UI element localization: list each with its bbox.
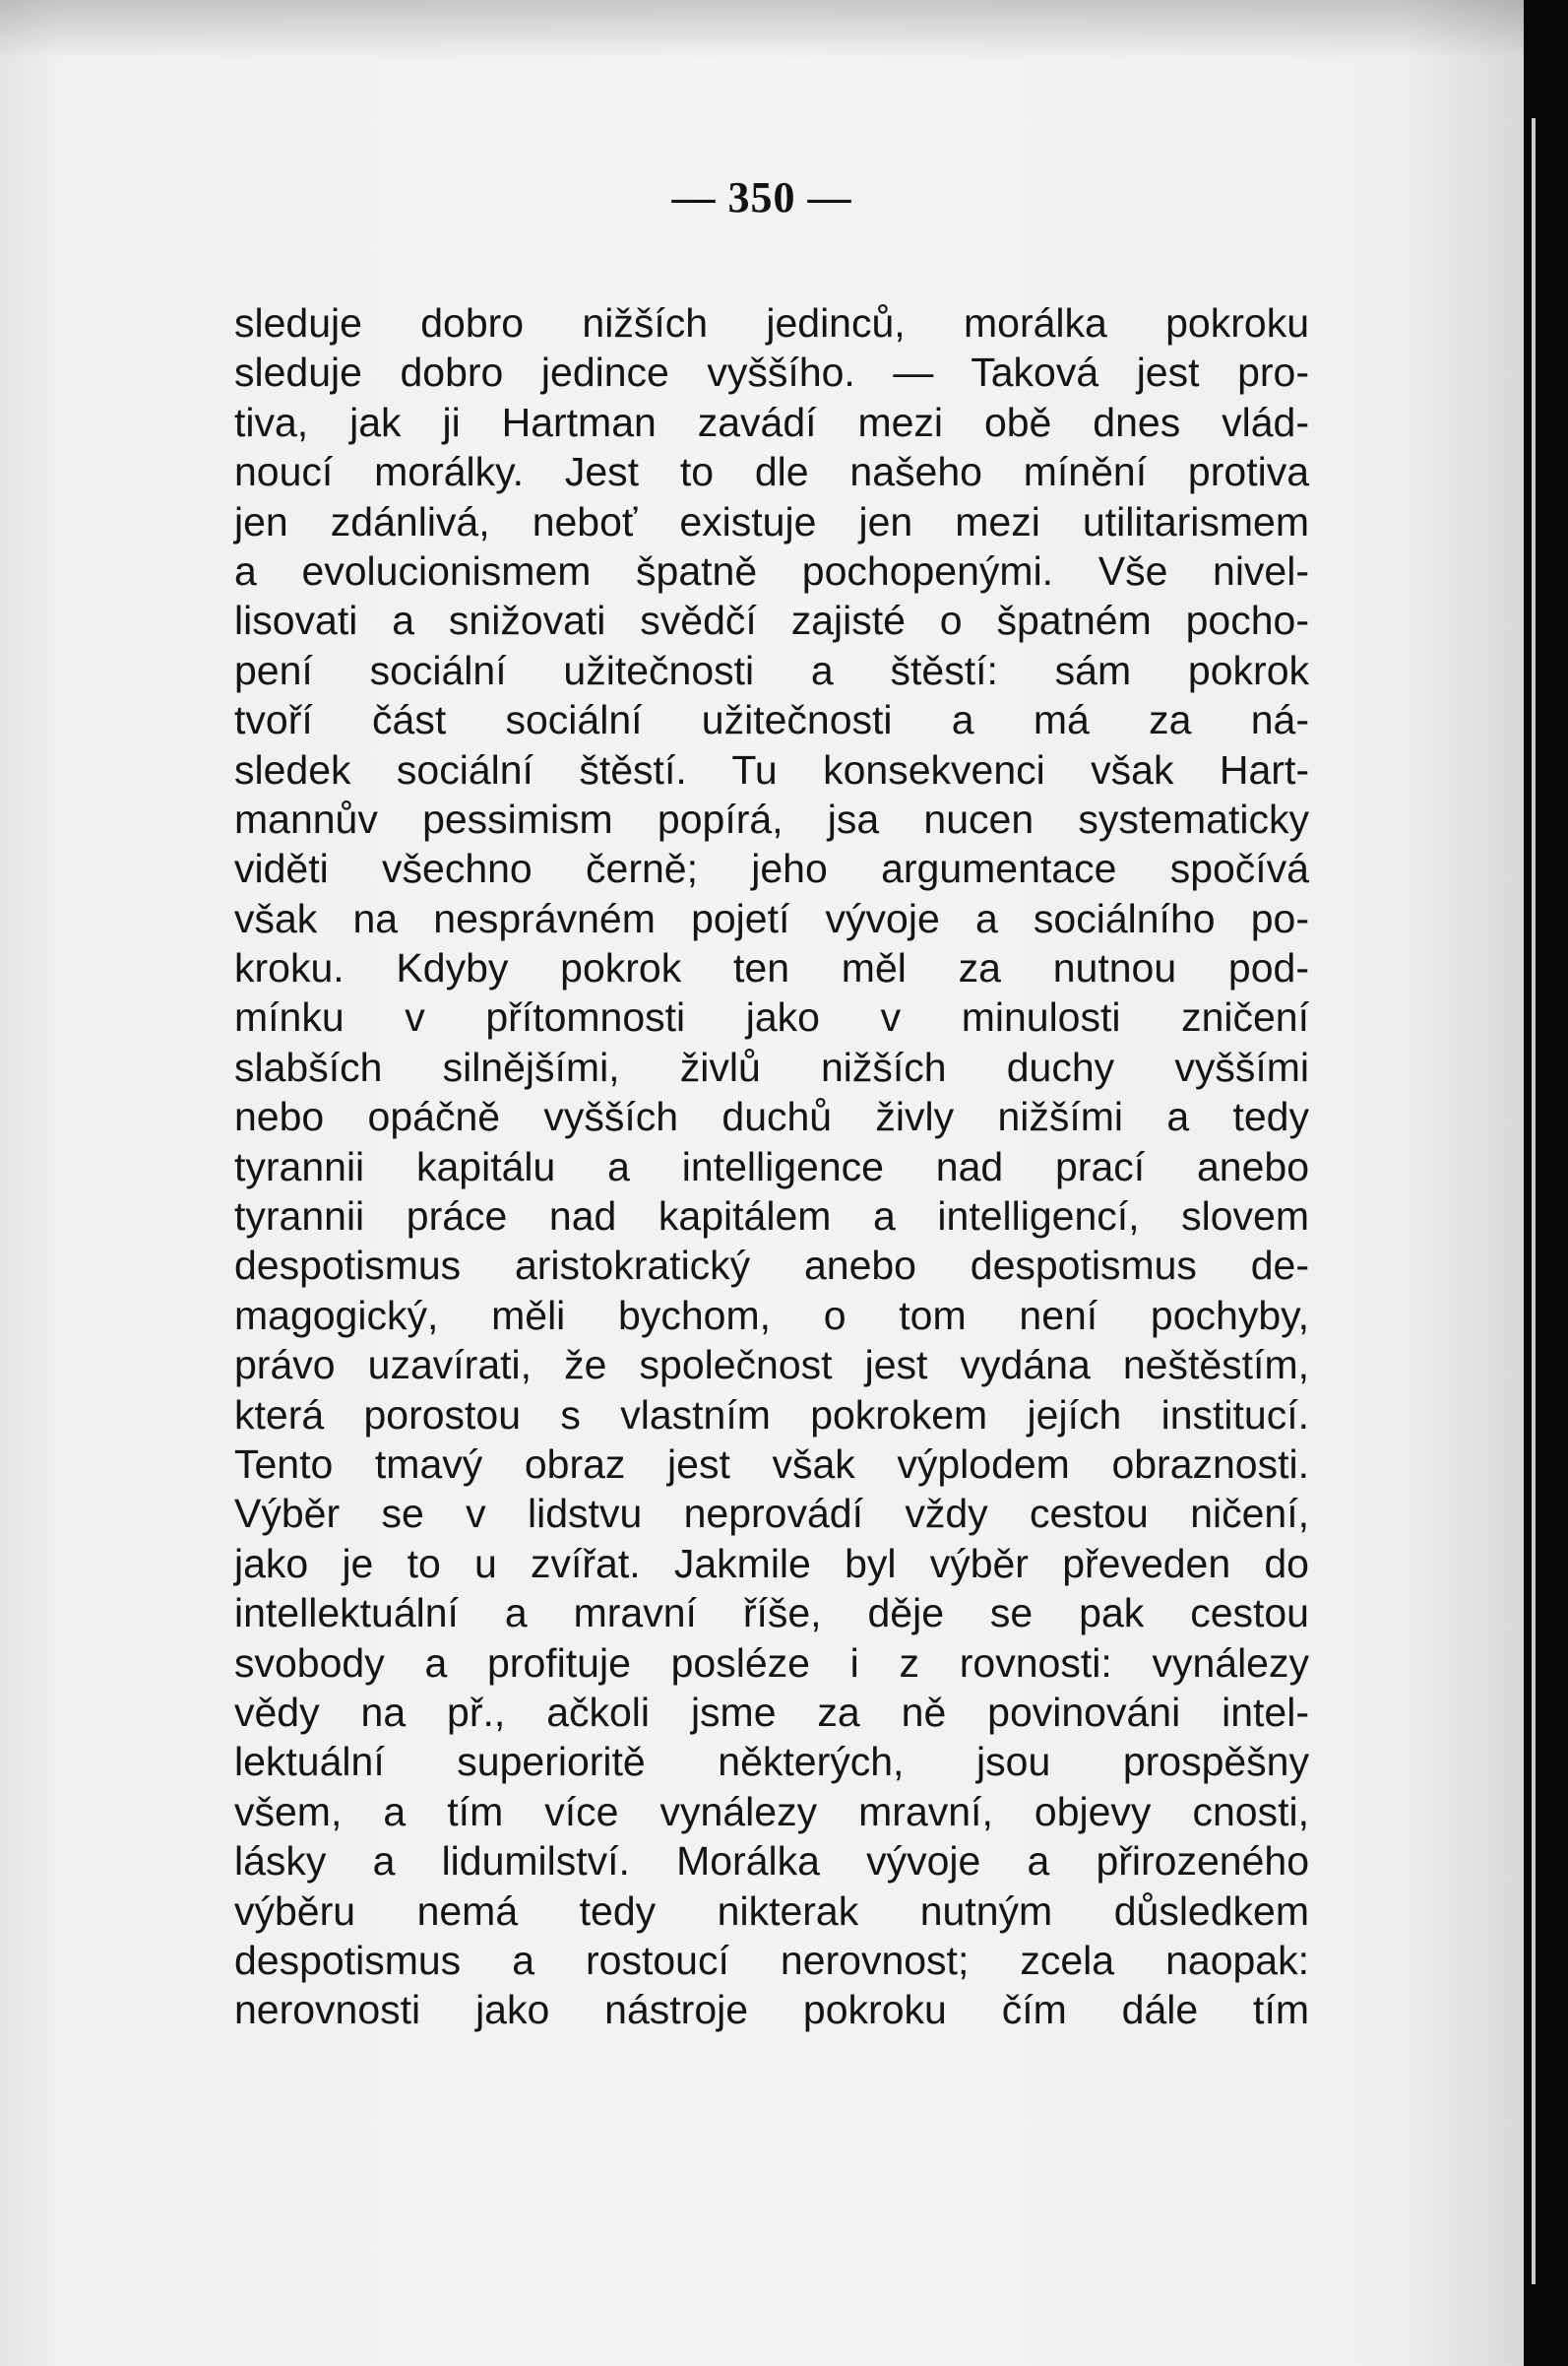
book-binding-edge bbox=[1524, 0, 1568, 2366]
text-line: nebo opáčně vyšších duchů živly nižšími a tedy bbox=[234, 1094, 1309, 1140]
text-line: všem, a tím více vynálezy mravní, objevy cnosti, bbox=[234, 1788, 1309, 1834]
text-line: tyrannii kapitálu a intelligence nad prací anebo bbox=[234, 1143, 1309, 1189]
text-line: sleduje dobro nižších jedinců, morálka pokroku bbox=[234, 300, 1309, 346]
text-line: despotismus aristokratický anebo despotismus de- bbox=[234, 1243, 1309, 1289]
text-line: však na nesprávném pojetí vývoje a sociálního po- bbox=[234, 895, 1309, 941]
text-line: kroku. Kdyby pokrok ten měl za nutnou pod- bbox=[234, 945, 1309, 991]
text-line: magogický, měli bychom, o tom není pochyby, bbox=[234, 1292, 1309, 1338]
text-line: lektuální superioritě některých, jsou prospěšny bbox=[234, 1739, 1309, 1785]
text-line: Tento tmavý obraz jest však výplodem obraznosti. bbox=[234, 1440, 1309, 1487]
text-line: jen zdánlivá, neboť existuje jen mezi utilitarismem bbox=[234, 498, 1309, 544]
text-line: svobody a profituje posléze i z rovnosti: vynálezy bbox=[234, 1639, 1309, 1686]
text-line: tvoří část sociální užitečnosti a má za ná- bbox=[234, 697, 1309, 743]
text-line: tyrannii práce nad kapitálem a intelligencí, slovem bbox=[234, 1193, 1309, 1240]
text-line: intellektuální a mravní říše, děje se pak cestou bbox=[234, 1590, 1309, 1636]
text-line: lisovati a snižovati svědčí zajisté o špatném pocho- bbox=[234, 598, 1309, 644]
text-line: mannův pessimism popírá, jsa nucen systematicky bbox=[234, 796, 1309, 842]
binding-ridge bbox=[1532, 118, 1536, 2284]
text-line: nerovnosti jako nástroje pokroku čím dále tím bbox=[234, 1987, 1309, 2033]
page-shadow bbox=[0, 0, 1524, 59]
text-line: mínku v přítomnosti jako v minulosti zničení bbox=[234, 994, 1309, 1041]
text-line: sledek sociální štěstí. Tu konsekvenci však Hart- bbox=[234, 746, 1309, 793]
text-line: pení sociální užitečnosti a štěstí: sám pokrok bbox=[234, 647, 1309, 693]
body-text bbox=[234, 298, 1309, 2035]
text-line: slabších silnějšími, živlů nižších duchy vyššími bbox=[234, 1044, 1309, 1090]
page-number: — 350 — bbox=[671, 173, 852, 222]
text-line: která porostou s vlastním pokrokem jejích institucí. bbox=[234, 1391, 1309, 1438]
text-line: jako je to u zvířat. Jakmile byl výběr převeden do bbox=[234, 1540, 1309, 1586]
text-line: noucí morálky. Jest to dle našeho mínění protiva bbox=[234, 449, 1309, 495]
text-line: vědy na př., ačkoli jsme za ně povinováni intel- bbox=[234, 1689, 1309, 1735]
text-line: výběru nemá tedy nikterak nutným důsledkem bbox=[234, 1887, 1309, 1934]
text-line: a evolucionismem špatně pochopenými. Vše nivel- bbox=[234, 547, 1309, 594]
text-line: despotismus a rostoucí nerovnost; zcela naopak: bbox=[234, 1937, 1309, 1983]
text-line: právo uzavírati, že společnost jest vydána neštěstím, bbox=[234, 1342, 1309, 1388]
text-line: sleduje dobro jedince vyššího. — Taková jest pro- bbox=[234, 350, 1309, 396]
text-line: tiva, jak ji Hartman zavádí mezi obě dnes vlád- bbox=[234, 399, 1309, 445]
text-line: lásky a lidumilství. Morálka vývoje a přirozeného bbox=[234, 1838, 1309, 1885]
text-line: viděti všechno černě; jeho argumentace spočívá bbox=[234, 846, 1309, 892]
text-line: Výběr se v lidstvu neprovádí vždy cestou ničení, bbox=[234, 1491, 1309, 1537]
